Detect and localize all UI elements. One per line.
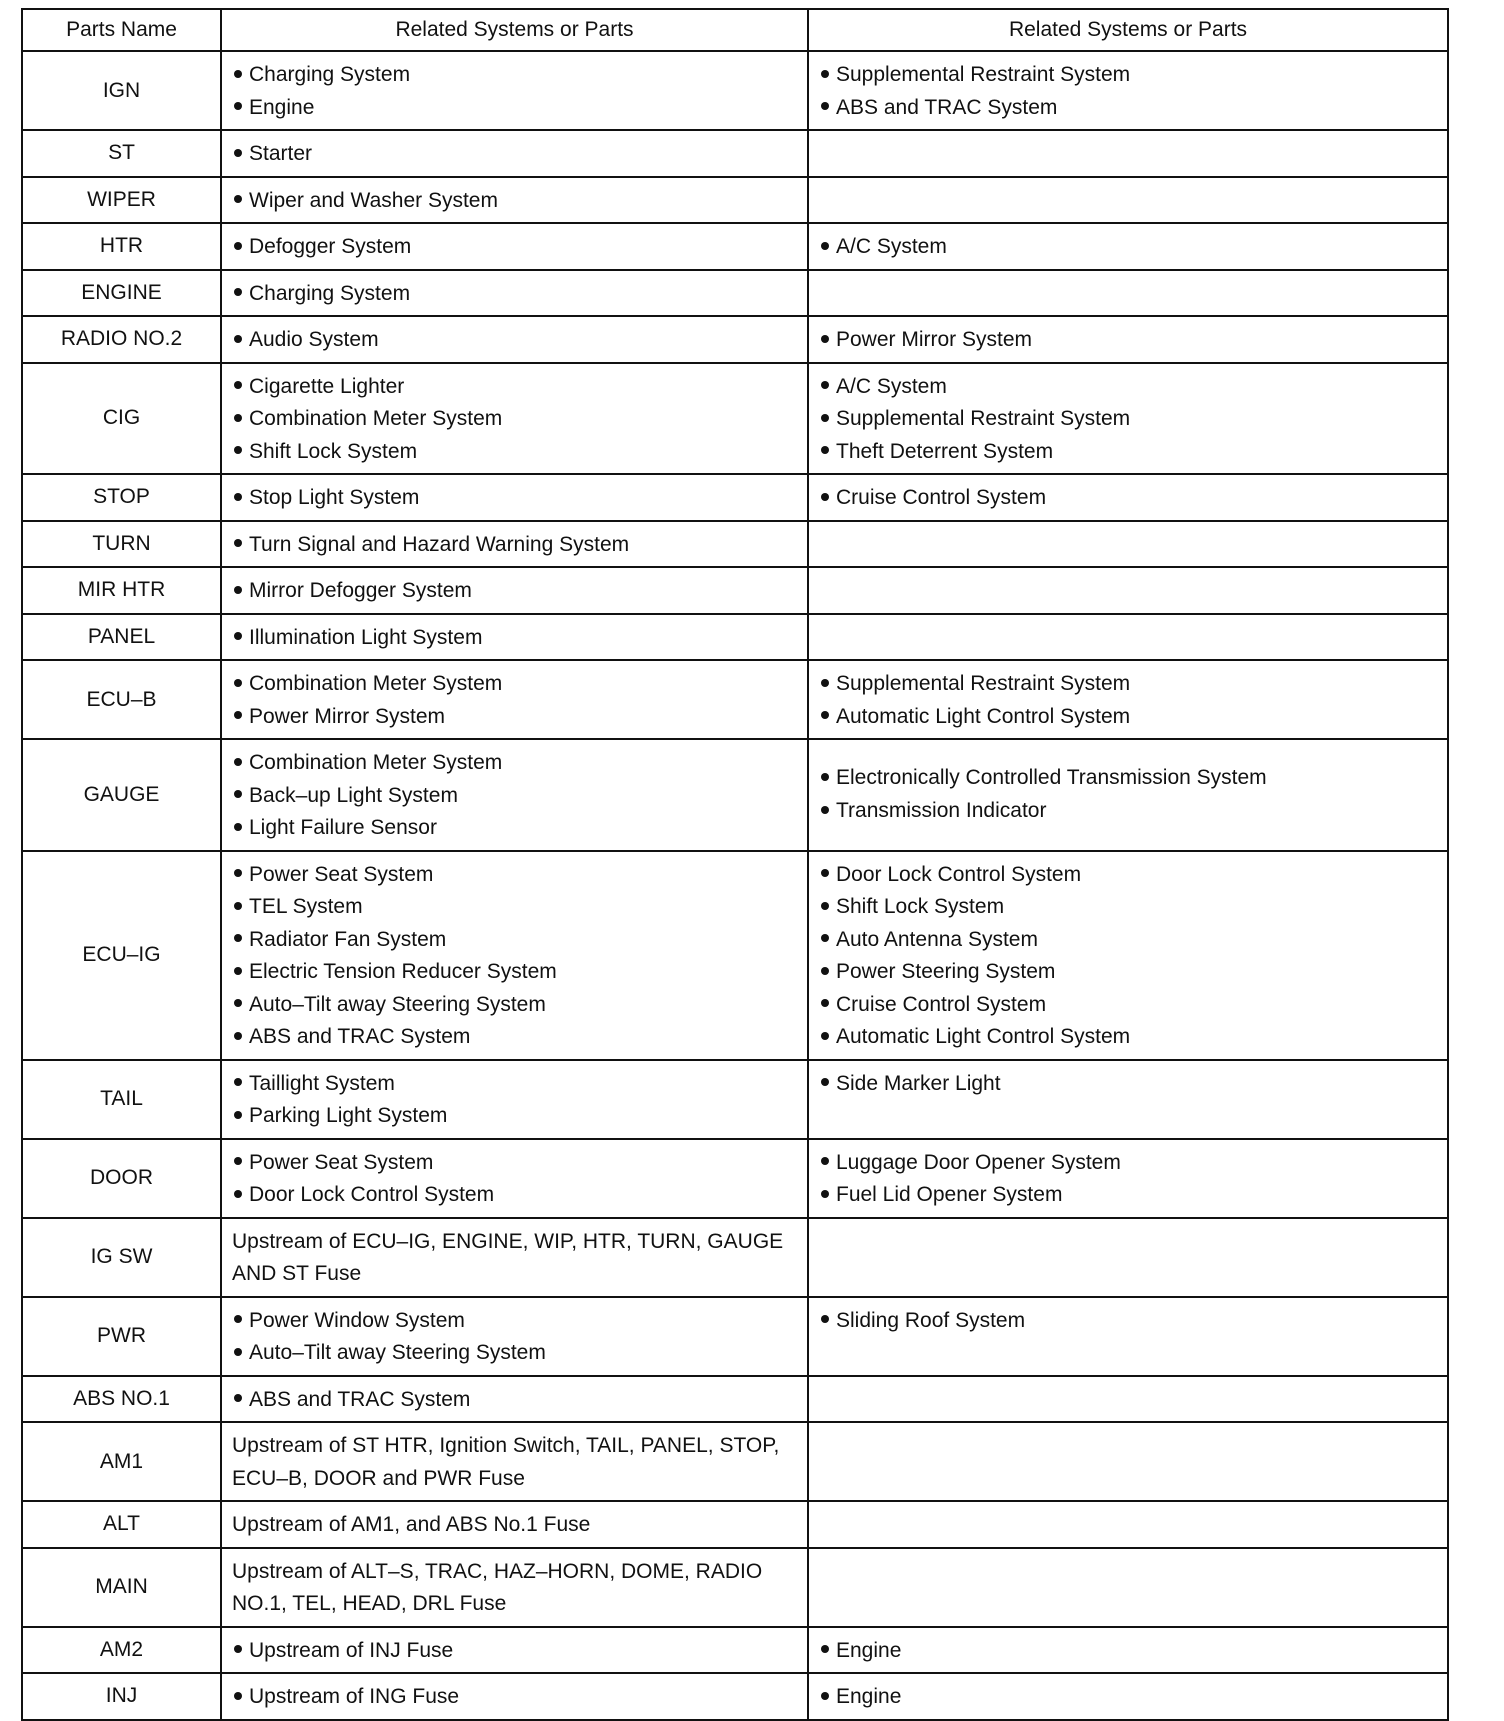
list-item-label: Cigarette Lighter — [249, 374, 405, 398]
bullet-icon — [234, 902, 242, 910]
header-related-systems-1: Related Systems or Parts — [221, 9, 808, 51]
list-item-label: Engine — [836, 1638, 902, 1662]
list-item — [232, 185, 807, 218]
list-item-label: Door Lock Control System — [249, 1183, 495, 1206]
bullet-icon — [234, 149, 242, 157]
list-item-label: Electric Tension Reducer System — [249, 960, 557, 983]
related-systems-cell — [221, 660, 808, 739]
bullet-icon — [821, 70, 829, 78]
upstream-text: Upstream of ECU–IG, ENGINE, WIP, HTR, TURN, GAUGE AND ST Fuse — [232, 1229, 784, 1285]
bullet-icon — [821, 679, 829, 687]
bullet-icon — [234, 1315, 242, 1323]
bullet-icon — [234, 446, 242, 454]
bullet-icon — [234, 493, 242, 501]
list-item — [819, 482, 1447, 515]
related-systems-cell — [808, 270, 1448, 317]
bullet-icon — [821, 1645, 829, 1653]
related-systems-cell — [221, 1548, 808, 1627]
list-item — [819, 924, 1447, 957]
related-systems-cell — [808, 1376, 1448, 1423]
list-item-label: ABS and TRAC System — [836, 95, 1058, 119]
bullet-icon — [234, 1348, 242, 1356]
parts-name-cell: HTR — [22, 223, 221, 270]
table-row — [22, 316, 1448, 363]
parts-name-cell: ENGINE — [22, 270, 221, 317]
table-row — [22, 223, 1448, 270]
list-item — [819, 436, 1447, 469]
bullet-icon — [821, 934, 829, 942]
bullet-icon — [234, 758, 242, 766]
parts-name-cell: DOOR — [22, 1139, 221, 1218]
related-systems-cell — [808, 363, 1448, 475]
list-item — [232, 1147, 807, 1180]
list-item-label: Automatic Light Control System — [836, 704, 1131, 728]
related-systems-cell — [221, 1297, 808, 1376]
table-row — [22, 51, 1448, 130]
list-item — [232, 138, 807, 171]
list-item — [819, 1021, 1447, 1054]
bullet-icon — [234, 1394, 242, 1402]
header-related-systems-2: Related Systems or Parts — [808, 9, 1448, 51]
list-item-label: Sliding Roof System — [836, 1308, 1026, 1332]
list-item-label: Back–up Light System — [249, 783, 458, 807]
list-item-label: Parking Light System — [249, 1104, 448, 1127]
list-item — [819, 668, 1447, 701]
related-systems-cell — [221, 1422, 808, 1501]
list-item — [819, 371, 1447, 404]
bullet-icon — [234, 381, 242, 389]
parts-name-cell: ECU–B — [22, 660, 221, 739]
list-item — [819, 859, 1447, 892]
list-item — [819, 231, 1447, 264]
list-item — [232, 668, 807, 701]
related-systems-cell — [221, 316, 808, 363]
list-item — [232, 622, 807, 655]
related-systems-cell — [808, 1139, 1448, 1218]
list-item — [819, 701, 1447, 734]
table-row — [22, 1422, 1448, 1501]
list-item — [232, 1635, 807, 1668]
parts-name-cell: ABS NO.1 — [22, 1376, 221, 1423]
list-item-label: Side Marker Light — [836, 1071, 1001, 1095]
header-row — [22, 9, 1448, 51]
list-item — [232, 812, 807, 845]
bullet-icon — [821, 967, 829, 975]
parts-name-cell: CIG — [22, 363, 221, 475]
bullet-icon — [821, 381, 829, 389]
list-item-label: Auto–Tilt away Steering System — [249, 992, 546, 1016]
table-row — [22, 1673, 1448, 1720]
bullet-icon — [821, 1157, 829, 1165]
list-item — [232, 747, 807, 780]
bullet-icon — [234, 1078, 242, 1086]
list-item — [232, 859, 807, 892]
list-item — [819, 795, 1447, 828]
list-item — [232, 575, 807, 608]
list-item-label: Door Lock Control System — [836, 862, 1082, 886]
related-systems-cell — [221, 177, 808, 224]
related-systems-cell — [808, 739, 1448, 851]
list-item-label: Taillight System — [249, 1071, 395, 1095]
list-item — [232, 1305, 807, 1338]
bullet-icon — [821, 999, 829, 1007]
bullet-icon — [234, 1111, 242, 1119]
bullet-icon — [234, 586, 242, 594]
fuse-parts-table — [21, 8, 1449, 1721]
related-systems-cell — [808, 316, 1448, 363]
bullet-icon — [234, 195, 242, 203]
list-item-label: Auto Antenna System — [836, 927, 1038, 951]
bullet-icon — [234, 335, 242, 343]
table-row — [22, 521, 1448, 568]
bullet-icon — [234, 869, 242, 877]
bullet-icon — [821, 1190, 829, 1198]
bullet-icon — [821, 1692, 829, 1700]
list-item — [819, 1305, 1447, 1338]
bullet-icon — [234, 790, 242, 798]
bullet-icon — [234, 539, 242, 547]
list-item-label: Charging System — [249, 63, 411, 86]
list-item-label: Defogger System — [249, 235, 412, 258]
bullet-icon — [821, 1032, 829, 1040]
related-systems-cell — [221, 1376, 808, 1423]
related-systems-cell — [221, 567, 808, 614]
list-item-label: Power Mirror System — [249, 704, 446, 728]
list-item — [232, 529, 807, 562]
bullet-icon — [234, 999, 242, 1007]
list-item — [232, 1179, 807, 1212]
bullet-icon — [821, 1078, 829, 1086]
parts-name-cell: IG SW — [22, 1218, 221, 1297]
bullet-icon — [821, 773, 829, 781]
table-row — [22, 1376, 1448, 1423]
related-systems-cell — [221, 1139, 808, 1218]
list-item-label: Cruise Control System — [836, 486, 1047, 509]
list-item — [232, 780, 807, 813]
list-item — [819, 1068, 1447, 1101]
bullet-icon — [821, 446, 829, 454]
parts-name-cell: MIR HTR — [22, 567, 221, 614]
upstream-text: Upstream of ALT–S, TRAC, HAZ–HORN, DOME, RADIO NO.1, TEL, HEAD, DRL Fuse — [232, 1559, 763, 1615]
list-item-label: Transmission Indicator — [836, 798, 1047, 822]
list-item — [819, 1179, 1447, 1212]
list-item-label: Combination Meter System — [249, 751, 503, 774]
bullet-icon — [234, 1032, 242, 1040]
table-row — [22, 1218, 1448, 1297]
bullet-icon — [234, 70, 242, 78]
list-item — [819, 762, 1447, 795]
parts-name-cell: TAIL — [22, 1060, 221, 1139]
list-item — [232, 482, 807, 515]
list-item-label: Radiator Fan System — [249, 927, 447, 951]
related-systems-cell — [808, 521, 1448, 568]
table-row — [22, 739, 1448, 851]
related-systems-cell — [808, 223, 1448, 270]
table-row — [22, 363, 1448, 475]
list-item — [232, 324, 807, 357]
list-item — [232, 1337, 807, 1370]
bullet-icon — [821, 335, 829, 343]
list-item — [232, 1021, 807, 1054]
bullet-icon — [234, 1157, 242, 1165]
list-item-label: Shift Lock System — [836, 895, 1005, 918]
bullet-icon — [234, 823, 242, 831]
list-item-label: Upstream of INJ Fuse — [249, 1638, 454, 1662]
list-item-label: Stop Light System — [249, 486, 420, 509]
list-item-label: Combination Meter System — [249, 407, 503, 430]
list-item-label: Automatic Light Control System — [836, 1025, 1131, 1048]
list-item — [232, 989, 807, 1022]
bullet-icon — [821, 242, 829, 250]
related-systems-cell — [808, 1060, 1448, 1139]
list-item — [232, 1681, 807, 1714]
list-item-label: Illumination Light System — [249, 625, 483, 649]
list-item — [232, 278, 807, 311]
related-systems-cell — [808, 177, 1448, 224]
list-item-label: Audio System — [249, 328, 379, 351]
bullet-icon — [234, 632, 242, 640]
related-systems-cell — [221, 1060, 808, 1139]
table-row — [22, 1297, 1448, 1376]
related-systems-cell — [808, 851, 1448, 1060]
list-item-label: Starter — [249, 142, 313, 165]
list-item-label: Electronically Controlled Transmission System — [836, 766, 1267, 790]
related-systems-cell — [221, 130, 808, 177]
list-item — [819, 956, 1447, 989]
header-parts-name: Parts Name — [22, 9, 221, 51]
table-row — [22, 567, 1448, 614]
table-row — [22, 851, 1448, 1060]
related-systems-cell — [221, 1627, 808, 1674]
list-item — [819, 324, 1447, 357]
parts-name-cell: STOP — [22, 474, 221, 521]
bullet-icon — [234, 1190, 242, 1198]
bullet-icon — [821, 102, 829, 110]
related-systems-cell — [221, 223, 808, 270]
list-item — [232, 924, 807, 957]
parts-name-cell: AM1 — [22, 1422, 221, 1501]
list-item-label: Power Seat System — [249, 1150, 434, 1174]
table-row — [22, 270, 1448, 317]
list-item — [819, 59, 1447, 92]
parts-name-cell: IGN — [22, 51, 221, 130]
list-item — [819, 403, 1447, 436]
related-systems-cell — [221, 474, 808, 521]
bullet-icon — [821, 869, 829, 877]
related-systems-cell — [808, 1673, 1448, 1720]
bullet-icon — [821, 414, 829, 422]
list-item-label: Wiper and Washer System — [249, 188, 498, 212]
related-systems-cell — [808, 130, 1448, 177]
table-row — [22, 1548, 1448, 1627]
list-item — [232, 59, 807, 92]
parts-name-cell: ST — [22, 130, 221, 177]
list-item — [232, 231, 807, 264]
list-item — [819, 891, 1447, 924]
list-item — [232, 92, 807, 125]
related-systems-cell — [808, 1422, 1448, 1501]
list-item — [232, 701, 807, 734]
bullet-icon — [234, 934, 242, 942]
upstream-text: Upstream of AM1, and ABS No.1 Fuse — [232, 1513, 591, 1536]
list-item-label: Auto–Tilt away Steering System — [249, 1341, 546, 1364]
parts-name-cell: TURN — [22, 521, 221, 568]
related-systems-cell — [221, 851, 808, 1060]
list-item-label: Light Failure Sensor — [249, 816, 437, 839]
list-item — [232, 891, 807, 924]
bullet-icon — [234, 711, 242, 719]
related-systems-cell — [808, 1627, 1448, 1674]
list-item-label: Mirror Defogger System — [249, 579, 472, 602]
list-item — [232, 436, 807, 469]
list-item-label: Cruise Control System — [836, 992, 1047, 1016]
related-systems-cell — [221, 614, 808, 661]
list-item-label: Theft Deterrent System — [836, 439, 1054, 463]
table-row — [22, 1627, 1448, 1674]
list-item-label: Engine — [836, 1685, 902, 1708]
related-systems-cell — [808, 614, 1448, 661]
related-systems-cell — [221, 1673, 808, 1720]
bullet-icon — [821, 1315, 829, 1323]
related-systems-cell — [808, 567, 1448, 614]
list-item — [232, 1068, 807, 1101]
list-item-label: Charging System — [249, 281, 411, 305]
table-row — [22, 660, 1448, 739]
table-row — [22, 177, 1448, 224]
table-row — [22, 1139, 1448, 1218]
list-item — [232, 956, 807, 989]
bullet-icon — [234, 1692, 242, 1700]
list-item-label: ABS and TRAC System — [249, 1025, 471, 1048]
bullet-icon — [821, 806, 829, 814]
related-systems-cell — [221, 363, 808, 475]
related-systems-cell — [221, 739, 808, 851]
table-row — [22, 1501, 1448, 1548]
list-item-label: Fuel Lid Opener System — [836, 1183, 1063, 1206]
related-systems-cell — [221, 1218, 808, 1297]
list-item-label: Engine — [249, 95, 315, 119]
bullet-icon — [234, 102, 242, 110]
related-systems-cell — [221, 1501, 808, 1548]
related-systems-cell — [808, 1297, 1448, 1376]
bullet-icon — [234, 1645, 242, 1653]
list-item — [819, 1635, 1447, 1668]
list-item-label: Power Seat System — [249, 862, 434, 886]
upstream-text: Upstream of ST HTR, Ignition Switch, TAIL, PANEL, STOP, ECU–B, DOOR and PWR Fuse — [232, 1434, 780, 1490]
parts-name-cell: AM2 — [22, 1627, 221, 1674]
list-item-label: TEL System — [249, 895, 363, 918]
list-item-label: Power Steering System — [836, 960, 1056, 983]
list-item-label: A/C System — [836, 374, 947, 398]
list-item-label: ABS and TRAC System — [249, 1387, 471, 1411]
list-item-label: Shift Lock System — [249, 439, 418, 463]
related-systems-cell — [808, 1501, 1448, 1548]
list-item-label: Combination Meter System — [249, 672, 503, 695]
parts-name-cell: ECU–IG — [22, 851, 221, 1060]
bullet-icon — [234, 414, 242, 422]
list-item — [819, 92, 1447, 125]
table-body — [22, 51, 1448, 1720]
bullet-icon — [234, 288, 242, 296]
related-systems-cell — [808, 51, 1448, 130]
list-item — [819, 989, 1447, 1022]
bullet-icon — [234, 967, 242, 975]
list-item-label: Power Mirror System — [836, 328, 1033, 351]
list-item-label: Upstream of ING Fuse — [249, 1685, 460, 1708]
related-systems-cell — [221, 270, 808, 317]
related-systems-cell — [808, 1548, 1448, 1627]
list-item — [232, 1384, 807, 1417]
parts-name-cell: ALT — [22, 1501, 221, 1548]
parts-name-cell: GAUGE — [22, 739, 221, 851]
parts-name-cell: WIPER — [22, 177, 221, 224]
bullet-icon — [234, 242, 242, 250]
list-item-label: A/C System — [836, 235, 947, 258]
related-systems-cell — [808, 474, 1448, 521]
list-item — [819, 1681, 1447, 1714]
parts-name-cell: PANEL — [22, 614, 221, 661]
parts-name-cell: RADIO NO.2 — [22, 316, 221, 363]
list-item-label: Supplemental Restraint System — [836, 672, 1131, 695]
related-systems-cell — [808, 1218, 1448, 1297]
list-item — [232, 1100, 807, 1133]
list-item — [232, 371, 807, 404]
table-row — [22, 474, 1448, 521]
table-row — [22, 1060, 1448, 1139]
list-item-label: Supplemental Restraint System — [836, 407, 1131, 430]
related-systems-cell — [221, 521, 808, 568]
table-row — [22, 130, 1448, 177]
parts-name-cell: PWR — [22, 1297, 221, 1376]
parts-name-cell: INJ — [22, 1673, 221, 1720]
table-row — [22, 614, 1448, 661]
list-item — [819, 1147, 1447, 1180]
list-item-label: Luggage Door Opener System — [836, 1150, 1121, 1174]
related-systems-cell — [221, 51, 808, 130]
bullet-icon — [821, 711, 829, 719]
parts-name-cell: MAIN — [22, 1548, 221, 1627]
bullet-icon — [821, 902, 829, 910]
list-item-label: Turn Signal and Hazard Warning System — [249, 532, 630, 556]
list-item-label: Power Window System — [249, 1308, 465, 1332]
bullet-icon — [234, 679, 242, 687]
bullet-icon — [821, 493, 829, 501]
list-item-label: Supplemental Restraint System — [836, 63, 1131, 86]
list-item — [232, 403, 807, 436]
related-systems-cell — [808, 660, 1448, 739]
